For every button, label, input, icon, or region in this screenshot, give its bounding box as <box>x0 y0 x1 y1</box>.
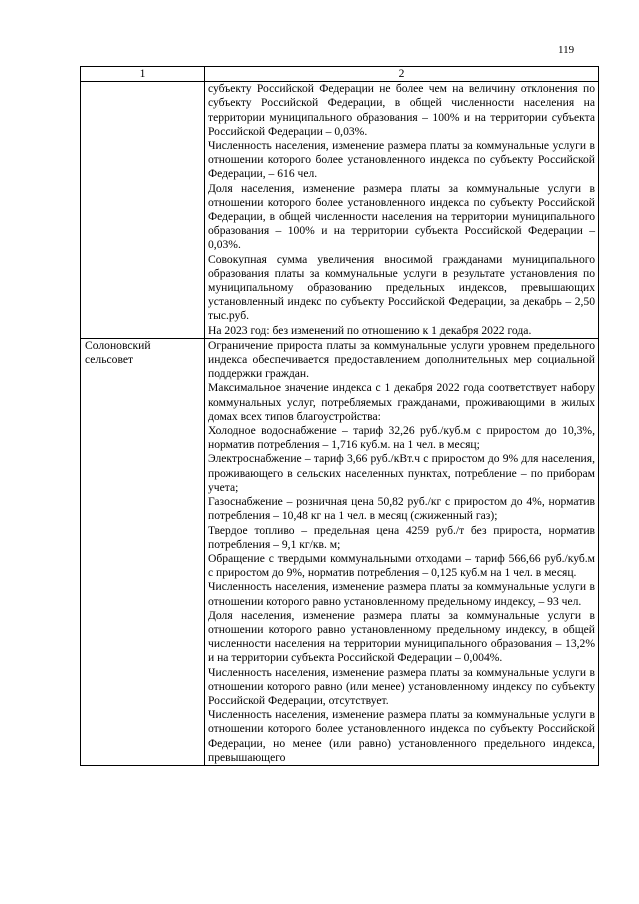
header-col-2: 2 <box>205 67 599 82</box>
table-header-row <box>81 67 599 82</box>
row1-municipality-cell <box>81 82 205 339</box>
paragraph: Численность населения, изменение размера платы за коммунальные услуги в отношении которого более установленного индекса по субъекту Российской Федерации, – 616 чел. <box>208 139 595 181</box>
paragraph: Ограничение прироста платы за коммунальные услуги уровнем предельного индекса обеспечивается предоставлением дополнительных мер социальной поддержки граждан. <box>208 338 595 381</box>
page-number: 119 <box>558 44 575 56</box>
row2-municipality-cell: Солоновский сельсовет <box>81 338 205 765</box>
paragraph: Электроснабжение – тариф 3,66 руб./кВт.ч с приростом до 9% для населения, проживающего в сельских населенных пунктах, потребление – по приборам учета; <box>208 452 595 494</box>
table-row <box>81 82 599 339</box>
paragraph: Твердое топливо – предельная цена 4259 руб./т без прироста, норматив потребления – 9,1 кг/кв. м; <box>208 523 595 551</box>
paragraph: Численность населения, изменение размера платы за коммунальные услуги в отношении которого более установленного индекса по субъекту Российской Федерации, но менее (или равно) установленного предельного индекса, превышающего <box>208 708 595 764</box>
paragraph: Совокупная сумма увеличения вносимой гражданами муниципального образования платы за коммунальные услуги в результате установления по муниципальному образованию предельных индексов, превышающих установленный индекс по субъекту Российской Федерации, за декабрь – 2,50 тыс.руб. <box>208 252 595 323</box>
paragraph: Доля населения, изменение размера платы за коммунальные услуги в отношении которого равно установленному предельному индексу, в общей численности населения на территории муниципального образования – 13,2% и на территории субъекта Российской Федерации – 0,004%. <box>208 608 595 665</box>
table-row <box>81 338 599 765</box>
paragraph: Обращение с твердыми коммунальными отходами – тариф 566,66 руб./куб.м с приростом до 9%, норматив потребления – 0,125 куб.м на 1 чел. в месяц. <box>208 551 595 580</box>
paragraph: Максимальное значение индекса с 1 декабря 2022 года соответствует набору коммунальных услуг, потребляемых гражданами, проживающими в жилых домах всех типов благоустройства: <box>208 381 595 423</box>
paragraph: Газоснабжение – розничная цена 50,82 руб./кг с приростом до 4%, норматив потребления – 10,48 кг на 1 чел. в месяц (сжиженный газ); <box>208 495 595 523</box>
paragraph: На 2023 год: без изменений по отношению к 1 декабря 2022 года. <box>208 323 532 337</box>
paragraph: Холодное водоснабжение – тариф 32,26 руб./куб.м с приростом до 10,3%, норматив потребления – 1,716 куб.м. на 1 чел. в месяц; <box>208 424 595 452</box>
paragraph: Численность населения, изменение размера платы за коммунальные услуги в отношении которого равно установленному предельному индексу, – 93 чел. <box>208 580 595 608</box>
row2-description-cell <box>205 338 599 765</box>
paragraph: Доля населения, изменение размера платы за коммунальные услуги в отношении которого более установленного индекса по субъекту Российской Федерации, в общей численности населения на территории муниципального образования – 100% и на территории субъекта Российской Федерации – 0,03%. <box>208 181 595 252</box>
document-table <box>80 66 599 766</box>
paragraph: Численность населения, изменение размера платы за коммунальные услуги в отношении которого равно (или менее) установленному индексу по субъекту Российской Федерации, отсутствует. <box>208 665 595 707</box>
paragraph: субъекту Российской Федерации не более чем на величину отклонения по субъекту Российской Федерации, в общей численности населения на территории муниципального образования – 100% и на территории субъекта Российской Федерации – 0,03%. <box>208 82 595 138</box>
row1-description-cell <box>205 82 599 339</box>
header-col-1: 1 <box>81 67 205 82</box>
